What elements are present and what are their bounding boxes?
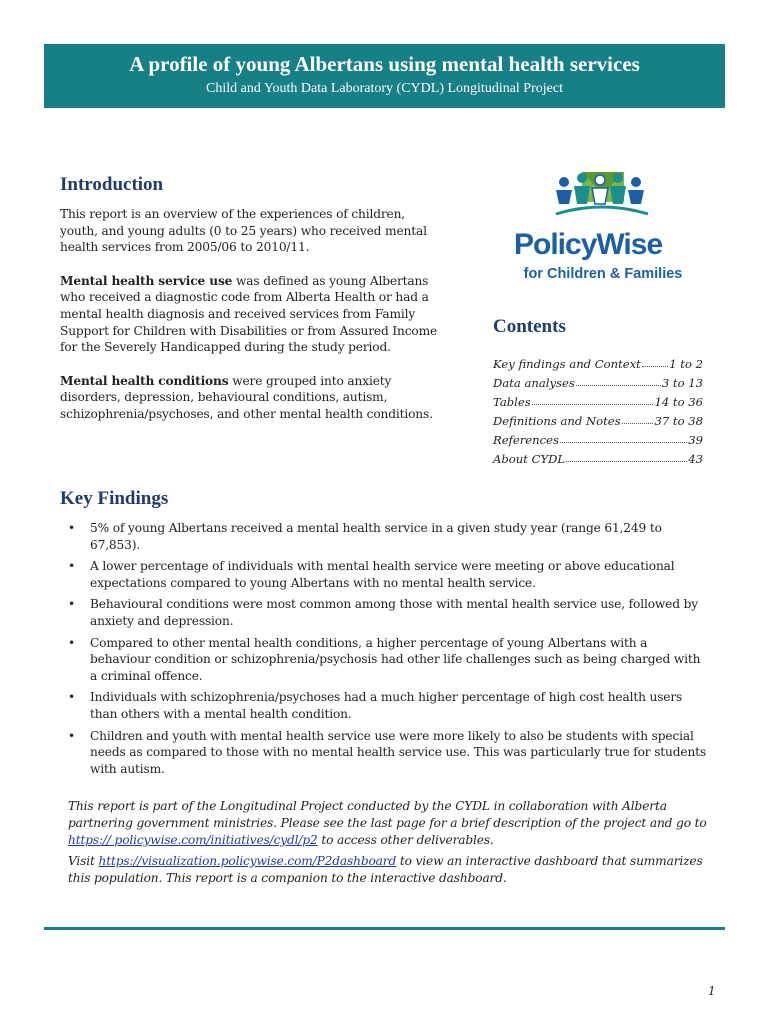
note-text: to view an interactive dashboard that summarizes this population. This report is a companion to the interactive dashboard.	[68, 854, 703, 885]
policywise-logo	[508, 170, 698, 288]
intro-paragraph-3-text: were grouped into anxiety disorders, depression, behavioural conditions, autism, schizophrenia/psychoses, and other mental health conditions.	[60, 373, 433, 421]
toc-item-pages: 43	[688, 452, 703, 466]
toc-item-pages: 39	[688, 433, 703, 447]
finding-text: 5% of young Albertans received a mental health service in a given study year (range 61,249 to 67,853).	[90, 521, 662, 552]
term-service-use: Mental health service use	[60, 273, 233, 288]
toc-item-label: Key findings and Context	[493, 357, 641, 371]
title-banner	[44, 44, 725, 108]
toc-leader	[560, 442, 687, 443]
intro-paragraph-2	[60, 273, 440, 356]
dashboard-link[interactable]: https://visualization.policywise.com/P2dashboard	[98, 854, 397, 868]
term-conditions: Mental health conditions	[60, 373, 229, 388]
toc-item-label: Data analyses	[493, 376, 575, 390]
intro-paragraph-3	[60, 373, 440, 423]
note-paragraph-1	[68, 798, 718, 849]
toc-leader	[576, 385, 661, 386]
list-item	[68, 728, 710, 778]
toc-item-pages: 37 to 38	[654, 414, 703, 428]
table-of-contents	[493, 316, 703, 466]
page-number: 1	[708, 984, 716, 998]
logo-word-wise: Wise	[596, 228, 663, 261]
footer-divider	[44, 927, 725, 930]
note-text: to access other deliverables.	[317, 833, 494, 847]
key-findings-heading: Key Findings	[60, 488, 169, 509]
bullet-icon: •	[68, 521, 76, 535]
toc-item-pages: 1 to 2	[669, 357, 703, 371]
list-item	[68, 596, 710, 629]
toc-item-pages: 3 to 13	[661, 376, 703, 390]
toc-item-label: About CYDL	[493, 452, 566, 466]
bullet-icon: •	[68, 728, 76, 743]
toc-item-label: Tables	[493, 395, 531, 409]
bullet-icon: •	[68, 559, 76, 574]
bullet-icon: •	[68, 597, 76, 612]
note-paragraph-2	[68, 853, 718, 887]
toc-item-label: References	[493, 433, 559, 447]
finding-text: A lower percentage of individuals with mental health service were meeting or above educational expectations compared to young Albertans with no mental health service.	[90, 559, 675, 590]
key-findings-list	[60, 520, 710, 777]
intro-paragraph-1: This report is an overview of the experiences of children, youth, and young adults (0 to 25 years) who received mental health services from 2005/06 to 2010/11.	[60, 207, 427, 255]
bullet-icon: •	[68, 690, 76, 705]
toc-item	[493, 352, 703, 371]
finding-text: Behavioural conditions were most common among those with mental health service use, followed by anxiety and depression.	[90, 597, 699, 628]
note-text: This report is part of the Longitudinal Project conducted by the CYDL in collaboration with Alberta partnering government ministries. Please see the last page for a brief description of the project and go to	[68, 799, 707, 830]
logo-tagline: for Children & Families	[523, 266, 683, 282]
bullet-icon: •	[68, 635, 76, 650]
project-note	[68, 798, 718, 891]
logo-wordmark	[514, 228, 662, 262]
page-subtitle: Child and Youth Data Laboratory (CYDL) Longitudinal Project	[206, 81, 563, 96]
toc-item-label: Definitions and Notes	[493, 414, 621, 428]
page-title: A profile of young Albertans using mental health services	[129, 52, 640, 76]
toc-item	[493, 447, 703, 466]
key-findings-section	[60, 488, 710, 782]
children-figures-icon	[552, 170, 652, 222]
introduction-heading: Introduction	[60, 174, 164, 195]
contents-heading: Contents	[493, 316, 566, 337]
list-item	[68, 520, 710, 553]
toc-item	[493, 428, 703, 447]
toc-item	[493, 390, 703, 409]
note-text: Visit	[68, 854, 99, 868]
toc-item	[493, 409, 703, 428]
toc-item-pages: 14 to 36	[654, 395, 703, 409]
list-item	[68, 558, 710, 591]
toc-leader	[566, 461, 687, 462]
introduction-section	[60, 174, 440, 440]
finding-text: Compared to other mental health conditions, a higher percentage of young Albertans with a behaviour condition or schizophrenia/psychosis had other life challenges such as being charged with a criminal offence.	[90, 635, 701, 683]
intro-paragraph-2-text: was defined as young Albertans who received a diagnostic code from Alberta Health or had a mental health diagnosis and received services from Family Support for Children with Disabilities or from Assured Income for the Severely Handicapped during the study period.	[60, 273, 438, 355]
list-item	[68, 689, 710, 722]
logo-word-policy: Policy	[514, 228, 597, 261]
toc-leader	[622, 423, 654, 424]
toc-leader	[532, 404, 654, 405]
toc-leader	[642, 366, 668, 367]
finding-text: Children and youth with mental health service use were more likely to also be students with special needs as compared to those with no mental health service use. This was particularly true for students with autism.	[90, 728, 707, 776]
list-item	[68, 635, 710, 685]
toc-item	[493, 371, 703, 390]
finding-text: Individuals with schizophrenia/psychoses had a much higher percentage of high cost health users than others with a mental health condition.	[90, 690, 683, 721]
deliverables-link[interactable]: https:// policywise.com/initiatives/cydl/p2	[68, 833, 318, 847]
